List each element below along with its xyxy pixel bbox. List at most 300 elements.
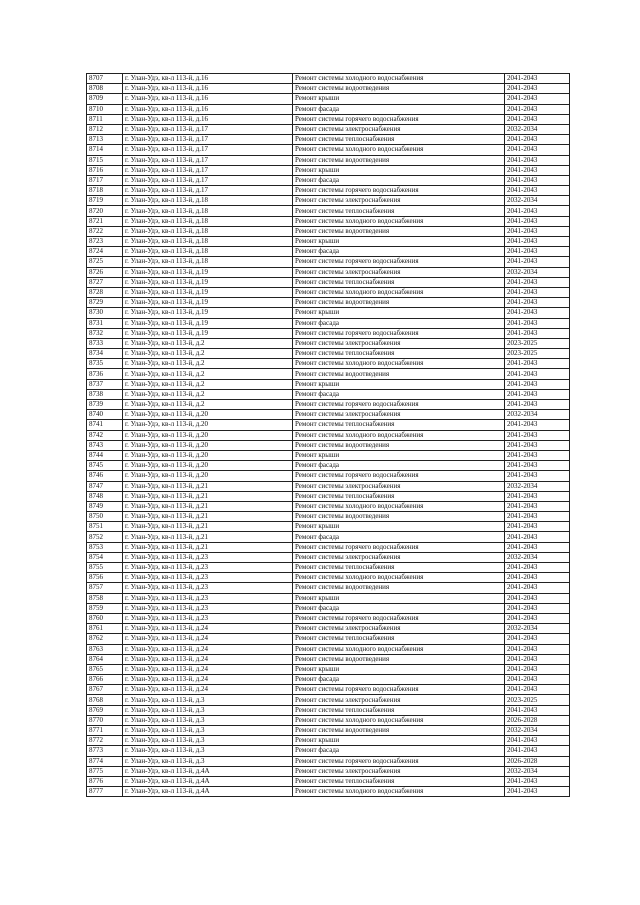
cell-number: 8754 (87, 552, 123, 562)
cell-work-type: Ремонт системы холодного водоснабжения (293, 145, 505, 155)
table-row (87, 135, 570, 145)
cell-period: 2041-2043 (505, 583, 570, 593)
cell-period: 2041-2043 (505, 94, 570, 104)
cell-number: 8719 (87, 196, 123, 206)
cell-work-type: Ремонт системы водоотведения (293, 369, 505, 379)
cell-address: г. Улан-Удэ, кв-л 113-й, д.4А (123, 776, 293, 786)
cell-work-type: Ремонт системы электроснабжения (293, 267, 505, 277)
cell-work-type: Ремонт фасада (293, 104, 505, 114)
cell-address: г. Улан-Удэ, кв-л 113-й, д.24 (123, 664, 293, 674)
table-row (87, 563, 570, 573)
cell-number: 8711 (87, 114, 123, 124)
table-row (87, 298, 570, 308)
cell-period: 2041-2043 (505, 84, 570, 94)
cell-address: г. Улан-Удэ, кв-л 113-й, д.23 (123, 583, 293, 593)
table-row (87, 175, 570, 185)
cell-number: 8740 (87, 410, 123, 420)
table-row (87, 664, 570, 674)
cell-work-type: Ремонт крыши (293, 664, 505, 674)
table-row (87, 328, 570, 338)
cell-work-type: Ремонт системы холодного водоснабжения (293, 501, 505, 511)
cell-address: г. Улан-Удэ, кв-л 113-й, д.20 (123, 450, 293, 460)
cell-period: 2041-2043 (505, 705, 570, 715)
table-row (87, 247, 570, 257)
cell-number: 8760 (87, 613, 123, 623)
cell-address: г. Улан-Удэ, кв-л 113-й, д.17 (123, 145, 293, 155)
table-row (87, 501, 570, 511)
table-row (87, 338, 570, 348)
cell-work-type: Ремонт системы горячего водоснабжения (293, 186, 505, 196)
cell-number: 8715 (87, 155, 123, 165)
cell-period: 2041-2043 (505, 563, 570, 573)
cell-number: 8707 (87, 74, 123, 84)
table-row (87, 634, 570, 644)
cell-work-type: Ремонт системы теплоснабжения (293, 491, 505, 501)
cell-number: 8748 (87, 491, 123, 501)
cell-period: 2041-2043 (505, 114, 570, 124)
table-row (87, 267, 570, 277)
table-row (87, 277, 570, 287)
cell-work-type: Ремонт системы горячего водоснабжения (293, 400, 505, 410)
cell-address: г. Улан-Удэ, кв-л 113-й, д.4А (123, 766, 293, 776)
cell-number: 8713 (87, 135, 123, 145)
table-row (87, 512, 570, 522)
table-row (87, 400, 570, 410)
cell-work-type: Ремонт системы водоотведения (293, 226, 505, 236)
cell-work-type: Ремонт системы холодного водоснабжения (293, 644, 505, 654)
cell-period: 2026-2028 (505, 715, 570, 725)
cell-address: г. Улан-Удэ, кв-л 113-й, д.2 (123, 359, 293, 369)
cell-work-type: Ремонт крыши (293, 736, 505, 746)
table-row (87, 461, 570, 471)
cell-number: 8770 (87, 715, 123, 725)
cell-address: г. Улан-Удэ, кв-л 113-й, д.3 (123, 726, 293, 736)
cell-period: 2023-2025 (505, 349, 570, 359)
cell-period: 2041-2043 (505, 308, 570, 318)
cell-address: г. Улан-Удэ, кв-л 113-й, д.19 (123, 328, 293, 338)
table-row (87, 145, 570, 155)
cell-address: г. Улан-Удэ, кв-л 113-й, д.20 (123, 430, 293, 440)
cell-work-type: Ремонт системы электроснабжения (293, 124, 505, 134)
table-row (87, 308, 570, 318)
table-row (87, 736, 570, 746)
cell-number: 8720 (87, 206, 123, 216)
cell-work-type: Ремонт системы электроснабжения (293, 695, 505, 705)
cell-period: 2041-2043 (505, 776, 570, 786)
cell-work-type: Ремонт системы водоотведения (293, 298, 505, 308)
table-row (87, 746, 570, 756)
cell-period: 2023-2025 (505, 695, 570, 705)
cell-period: 2041-2043 (505, 277, 570, 287)
cell-work-type: Ремонт системы водоотведения (293, 84, 505, 94)
cell-address: г. Улан-Удэ, кв-л 113-й, д.19 (123, 277, 293, 287)
cell-address: г. Улан-Удэ, кв-л 113-й, д.19 (123, 287, 293, 297)
cell-period: 2041-2043 (505, 675, 570, 685)
cell-address: г. Улан-Удэ, кв-л 113-й, д.21 (123, 512, 293, 522)
cell-work-type: Ремонт системы горячего водоснабжения (293, 613, 505, 623)
cell-period: 2032-2034 (505, 196, 570, 206)
table-row (87, 359, 570, 369)
cell-address: г. Улан-Удэ, кв-л 113-й, д.20 (123, 410, 293, 420)
cell-number: 8761 (87, 624, 123, 634)
cell-address: г. Улан-Удэ, кв-л 113-й, д.23 (123, 552, 293, 562)
table-row (87, 430, 570, 440)
cell-work-type: Ремонт системы водоотведения (293, 583, 505, 593)
cell-address: г. Улан-Удэ, кв-л 113-й, д.4А (123, 787, 293, 797)
table-row (87, 104, 570, 114)
cell-address: г. Улан-Удэ, кв-л 113-й, д.2 (123, 400, 293, 410)
table-row (87, 389, 570, 399)
table-row (87, 613, 570, 623)
cell-number: 8775 (87, 766, 123, 776)
cell-number: 8731 (87, 318, 123, 328)
cell-number: 8730 (87, 308, 123, 318)
cell-period: 2041-2043 (505, 175, 570, 185)
cell-address: г. Улан-Удэ, кв-л 113-й, д.18 (123, 216, 293, 226)
table-row (87, 776, 570, 786)
table-row (87, 685, 570, 695)
cell-work-type: Ремонт системы горячего водоснабжения (293, 257, 505, 267)
table-row (87, 542, 570, 552)
cell-work-type: Ремонт системы горячего водоснабжения (293, 471, 505, 481)
cell-period: 2041-2043 (505, 522, 570, 532)
table-row (87, 196, 570, 206)
table-row (87, 583, 570, 593)
cell-work-type: Ремонт системы горячего водоснабжения (293, 685, 505, 695)
cell-work-type: Ремонт системы водоотведения (293, 440, 505, 450)
cell-number: 8718 (87, 186, 123, 196)
cell-number: 8722 (87, 226, 123, 236)
cell-work-type: Ремонт системы водоотведения (293, 512, 505, 522)
cell-work-type: Ремонт системы теплоснабжения (293, 277, 505, 287)
cell-number: 8714 (87, 145, 123, 155)
cell-address: г. Улан-Удэ, кв-л 113-й, д.16 (123, 94, 293, 104)
cell-work-type: Ремонт фасада (293, 532, 505, 542)
cell-work-type: Ремонт системы холодного водоснабжения (293, 216, 505, 226)
cell-period: 2041-2043 (505, 298, 570, 308)
table-row (87, 257, 570, 267)
cell-number: 8736 (87, 369, 123, 379)
cell-address: г. Улан-Удэ, кв-л 113-й, д.21 (123, 542, 293, 552)
table-row (87, 491, 570, 501)
cell-address: г. Улан-Удэ, кв-л 113-й, д.3 (123, 695, 293, 705)
table-row (87, 379, 570, 389)
cell-period: 2041-2043 (505, 389, 570, 399)
cell-number: 8752 (87, 532, 123, 542)
cell-period: 2041-2043 (505, 461, 570, 471)
cell-period: 2041-2043 (505, 287, 570, 297)
table-row (87, 522, 570, 532)
cell-number: 8741 (87, 420, 123, 430)
cell-address: г. Улан-Удэ, кв-л 113-й, д.19 (123, 267, 293, 277)
cell-period: 2041-2043 (505, 471, 570, 481)
cell-address: г. Улан-Удэ, кв-л 113-й, д.20 (123, 471, 293, 481)
cell-number: 8751 (87, 522, 123, 532)
cell-work-type: Ремонт системы горячего водоснабжения (293, 756, 505, 766)
cell-period: 2041-2043 (505, 206, 570, 216)
table-row (87, 124, 570, 134)
table-row (87, 624, 570, 634)
cell-period: 2041-2043 (505, 736, 570, 746)
cell-number: 8723 (87, 237, 123, 247)
cell-period: 2041-2043 (505, 237, 570, 247)
cell-work-type: Ремонт системы холодного водоснабжения (293, 787, 505, 797)
cell-work-type: Ремонт крыши (293, 450, 505, 460)
cell-address: г. Улан-Удэ, кв-л 113-й, д.17 (123, 124, 293, 134)
cell-number: 8737 (87, 379, 123, 389)
cell-number: 8774 (87, 756, 123, 766)
cell-address: г. Улан-Удэ, кв-л 113-й, д.23 (123, 603, 293, 613)
cell-number: 8750 (87, 512, 123, 522)
cell-number: 8746 (87, 471, 123, 481)
cell-number: 8762 (87, 634, 123, 644)
cell-address: г. Улан-Удэ, кв-л 113-й, д.16 (123, 114, 293, 124)
cell-work-type: Ремонт системы электроснабжения (293, 338, 505, 348)
cell-work-type: Ремонт крыши (293, 237, 505, 247)
cell-address: г. Улан-Удэ, кв-л 113-й, д.23 (123, 593, 293, 603)
cell-address: г. Улан-Удэ, кв-л 113-й, д.18 (123, 257, 293, 267)
cell-number: 8764 (87, 654, 123, 664)
table-row (87, 226, 570, 236)
cell-period: 2041-2043 (505, 104, 570, 114)
cell-number: 8766 (87, 675, 123, 685)
cell-period: 2023-2025 (505, 338, 570, 348)
cell-address: г. Улан-Удэ, кв-л 113-й, д.3 (123, 756, 293, 766)
cell-address: г. Улан-Удэ, кв-л 113-й, д.17 (123, 186, 293, 196)
cell-number: 8725 (87, 257, 123, 267)
cell-period: 2041-2043 (505, 491, 570, 501)
cell-work-type: Ремонт фасада (293, 675, 505, 685)
table-row (87, 206, 570, 216)
cell-address: г. Улан-Удэ, кв-л 113-й, д.21 (123, 481, 293, 491)
cell-number: 8749 (87, 501, 123, 511)
cell-number: 8755 (87, 563, 123, 573)
cell-period: 2041-2043 (505, 257, 570, 267)
cell-address: г. Улан-Удэ, кв-л 113-й, д.24 (123, 675, 293, 685)
cell-number: 8771 (87, 726, 123, 736)
cell-work-type: Ремонт фасада (293, 175, 505, 185)
cell-number: 8758 (87, 593, 123, 603)
cell-address: г. Улан-Удэ, кв-л 113-й, д.17 (123, 155, 293, 165)
cell-address: г. Улан-Удэ, кв-л 113-й, д.16 (123, 84, 293, 94)
cell-period: 2041-2043 (505, 593, 570, 603)
repair-schedule-table (86, 73, 570, 797)
table-row (87, 705, 570, 715)
cell-address: г. Улан-Удэ, кв-л 113-й, д.21 (123, 532, 293, 542)
cell-address: г. Улан-Удэ, кв-л 113-й, д.2 (123, 369, 293, 379)
cell-period: 2041-2043 (505, 216, 570, 226)
cell-work-type: Ремонт фасада (293, 603, 505, 613)
table-row (87, 420, 570, 430)
cell-address: г. Улан-Удэ, кв-л 113-й, д.19 (123, 318, 293, 328)
cell-number: 8763 (87, 644, 123, 654)
cell-period: 2032-2034 (505, 267, 570, 277)
cell-number: 8768 (87, 695, 123, 705)
cell-address: г. Улан-Удэ, кв-л 113-й, д.3 (123, 746, 293, 756)
cell-work-type: Ремонт системы теплоснабжения (293, 634, 505, 644)
table-row (87, 216, 570, 226)
cell-period: 2041-2043 (505, 532, 570, 542)
cell-work-type: Ремонт крыши (293, 379, 505, 389)
table-row (87, 654, 570, 664)
cell-work-type: Ремонт крыши (293, 165, 505, 175)
cell-number: 8747 (87, 481, 123, 491)
cell-work-type: Ремонт системы холодного водоснабжения (293, 715, 505, 725)
cell-number: 8742 (87, 430, 123, 440)
table-row (87, 726, 570, 736)
cell-period: 2041-2043 (505, 664, 570, 674)
cell-period: 2032-2034 (505, 726, 570, 736)
cell-address: г. Улан-Удэ, кв-л 113-й, д.21 (123, 491, 293, 501)
cell-period: 2041-2043 (505, 542, 570, 552)
table-body (87, 74, 570, 797)
table-row (87, 450, 570, 460)
cell-work-type: Ремонт системы водоотведения (293, 654, 505, 664)
cell-address: г. Улан-Удэ, кв-л 113-й, д.17 (123, 165, 293, 175)
cell-period: 2041-2043 (505, 603, 570, 613)
cell-address: г. Улан-Удэ, кв-л 113-й, д.24 (123, 624, 293, 634)
cell-period: 2041-2043 (505, 654, 570, 664)
table-row (87, 94, 570, 104)
cell-work-type: Ремонт системы теплоснабжения (293, 206, 505, 216)
table-row (87, 573, 570, 583)
table-row (87, 237, 570, 247)
table-row (87, 186, 570, 196)
cell-work-type: Ремонт фасада (293, 247, 505, 257)
cell-work-type: Ремонт системы электроснабжения (293, 410, 505, 420)
cell-period: 2041-2043 (505, 369, 570, 379)
cell-address: г. Улан-Удэ, кв-л 113-й, д.24 (123, 685, 293, 695)
cell-work-type: Ремонт системы теплоснабжения (293, 135, 505, 145)
cell-address: г. Улан-Удэ, кв-л 113-й, д.18 (123, 206, 293, 216)
table-row (87, 715, 570, 725)
cell-work-type: Ремонт системы горячего водоснабжения (293, 114, 505, 124)
cell-number: 8745 (87, 461, 123, 471)
cell-address: г. Улан-Удэ, кв-л 113-й, д.24 (123, 654, 293, 664)
cell-address: г. Улан-Удэ, кв-л 113-й, д.21 (123, 522, 293, 532)
table-row (87, 410, 570, 420)
cell-address: г. Улан-Удэ, кв-л 113-й, д.2 (123, 379, 293, 389)
cell-address: г. Улан-Удэ, кв-л 113-й, д.18 (123, 237, 293, 247)
cell-work-type: Ремонт системы холодного водоснабжения (293, 74, 505, 84)
table-row (87, 593, 570, 603)
cell-period: 2032-2034 (505, 124, 570, 134)
cell-address: г. Улан-Удэ, кв-л 113-й, д.2 (123, 389, 293, 399)
cell-number: 8769 (87, 705, 123, 715)
table-row (87, 369, 570, 379)
cell-period: 2041-2043 (505, 613, 570, 623)
cell-period: 2041-2043 (505, 787, 570, 797)
cell-number: 8773 (87, 746, 123, 756)
cell-work-type: Ремонт системы электроснабжения (293, 196, 505, 206)
cell-address: г. Улан-Удэ, кв-л 113-й, д.2 (123, 349, 293, 359)
table-row (87, 695, 570, 705)
cell-period: 2032-2034 (505, 481, 570, 491)
cell-period: 2041-2043 (505, 165, 570, 175)
cell-address: г. Улан-Удэ, кв-л 113-й, д.3 (123, 736, 293, 746)
cell-address: г. Улан-Удэ, кв-л 113-й, д.17 (123, 135, 293, 145)
cell-number: 8728 (87, 287, 123, 297)
cell-work-type: Ремонт системы теплоснабжения (293, 776, 505, 786)
cell-number: 8726 (87, 267, 123, 277)
cell-work-type: Ремонт фасада (293, 461, 505, 471)
cell-number: 8767 (87, 685, 123, 695)
cell-address: г. Улан-Удэ, кв-л 113-й, д.21 (123, 501, 293, 511)
table-row (87, 165, 570, 175)
cell-period: 2041-2043 (505, 318, 570, 328)
table-row (87, 287, 570, 297)
cell-number: 8724 (87, 247, 123, 257)
cell-period: 2032-2034 (505, 624, 570, 634)
cell-period: 2041-2043 (505, 685, 570, 695)
cell-work-type: Ремонт системы теплоснабжения (293, 705, 505, 715)
table-row (87, 644, 570, 654)
cell-work-type: Ремонт системы электроснабжения (293, 481, 505, 491)
cell-work-type: Ремонт системы холодного водоснабжения (293, 430, 505, 440)
table-row (87, 552, 570, 562)
cell-number: 8772 (87, 736, 123, 746)
cell-address: г. Улан-Удэ, кв-л 113-й, д.20 (123, 461, 293, 471)
cell-period: 2041-2043 (505, 634, 570, 644)
cell-number: 8753 (87, 542, 123, 552)
cell-period: 2041-2043 (505, 400, 570, 410)
cell-work-type: Ремонт системы холодного водоснабжения (293, 359, 505, 369)
cell-number: 8709 (87, 94, 123, 104)
table-row (87, 74, 570, 84)
cell-period: 2041-2043 (505, 450, 570, 460)
cell-work-type: Ремонт системы теплоснабжения (293, 563, 505, 573)
cell-number: 8712 (87, 124, 123, 134)
cell-address: г. Улан-Удэ, кв-л 113-й, д.23 (123, 573, 293, 583)
cell-period: 2041-2043 (505, 644, 570, 654)
cell-address: г. Улан-Удэ, кв-л 113-й, д.17 (123, 175, 293, 185)
cell-period: 2041-2043 (505, 573, 570, 583)
cell-period: 2032-2034 (505, 766, 570, 776)
cell-address: г. Улан-Удэ, кв-л 113-й, д.18 (123, 196, 293, 206)
table-row (87, 603, 570, 613)
cell-number: 8734 (87, 349, 123, 359)
cell-period: 2041-2043 (505, 74, 570, 84)
table-row (87, 756, 570, 766)
cell-number: 8757 (87, 583, 123, 593)
cell-number: 8727 (87, 277, 123, 287)
cell-work-type: Ремонт системы горячего водоснабжения (293, 328, 505, 338)
cell-number: 8721 (87, 216, 123, 226)
cell-number: 8729 (87, 298, 123, 308)
cell-work-type: Ремонт системы электроснабжения (293, 552, 505, 562)
table-row (87, 787, 570, 797)
cell-number: 8708 (87, 84, 123, 94)
cell-work-type: Ремонт системы водоотведения (293, 726, 505, 736)
cell-address: г. Улан-Удэ, кв-л 113-й, д.23 (123, 613, 293, 623)
cell-period: 2041-2043 (505, 145, 570, 155)
cell-address: г. Улан-Удэ, кв-л 113-й, д.24 (123, 644, 293, 654)
cell-address: г. Улан-Удэ, кв-л 113-й, д.20 (123, 420, 293, 430)
cell-period: 2041-2043 (505, 135, 570, 145)
table-row (87, 440, 570, 450)
cell-period: 2041-2043 (505, 746, 570, 756)
cell-period: 2041-2043 (505, 379, 570, 389)
cell-period: 2032-2034 (505, 552, 570, 562)
cell-work-type: Ремонт системы теплоснабжения (293, 349, 505, 359)
cell-work-type: Ремонт крыши (293, 308, 505, 318)
table-row (87, 155, 570, 165)
cell-address: г. Улан-Удэ, кв-л 113-й, д.19 (123, 308, 293, 318)
cell-address: г. Улан-Удэ, кв-л 113-й, д.20 (123, 440, 293, 450)
cell-address: г. Улан-Удэ, кв-л 113-й, д.19 (123, 298, 293, 308)
table-row (87, 675, 570, 685)
cell-number: 8710 (87, 104, 123, 114)
